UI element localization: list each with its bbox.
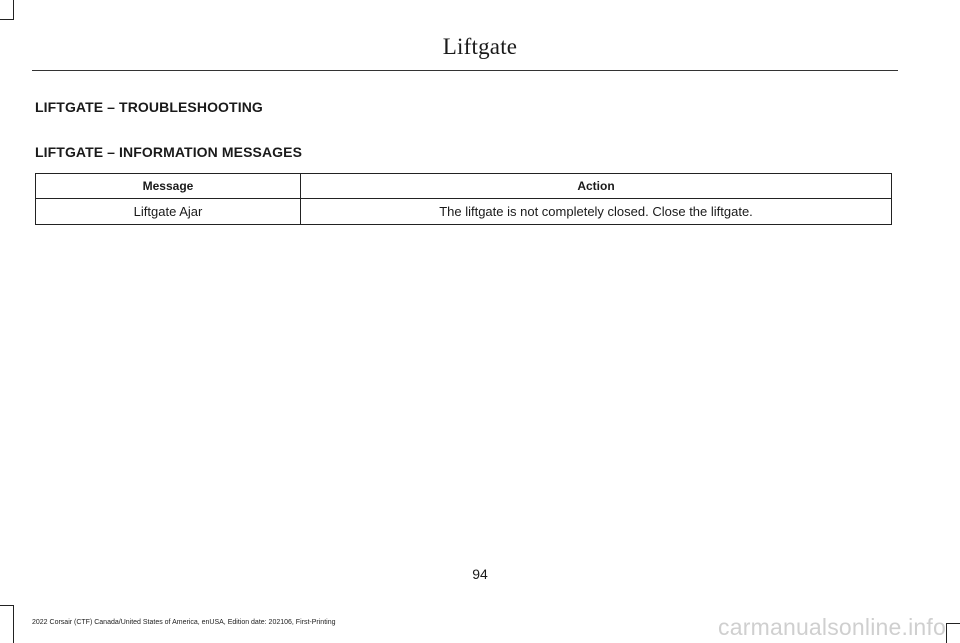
edition-footer: 2022 Corsair (CTF) Canada/United States of America, enUSA, Edition date: 202106, First-Printing [32, 619, 336, 626]
table-row [36, 199, 892, 225]
crop-mark-bottom-left-horizontal [0, 605, 14, 606]
info-messages-heading: LIFTGATE – INFORMATION MESSAGES [35, 144, 303, 160]
crop-mark-top-left-horizontal [0, 19, 14, 20]
crop-mark-top-left-vertical [13, 0, 14, 20]
column-header-action: Action [301, 174, 892, 199]
crop-mark-bottom-right-vertical [946, 623, 947, 643]
column-header-message: Message [36, 174, 301, 199]
crop-mark-bottom-left-vertical [13, 605, 14, 643]
information-messages-table [35, 173, 892, 225]
chapter-title: Liftgate [442, 34, 518, 59]
crop-mark-bottom-right-horizontal [946, 623, 960, 624]
page-number: 94 [472, 566, 488, 582]
message-cell: Liftgate Ajar [36, 199, 301, 225]
watermark: carmanualsonline.info [718, 614, 946, 640]
header-rule [32, 70, 898, 71]
table-header-row [36, 174, 892, 199]
action-cell: The liftgate is not completely closed. Close the liftgate. [301, 199, 892, 225]
troubleshooting-heading: LIFTGATE – TROUBLESHOOTING [35, 99, 263, 115]
